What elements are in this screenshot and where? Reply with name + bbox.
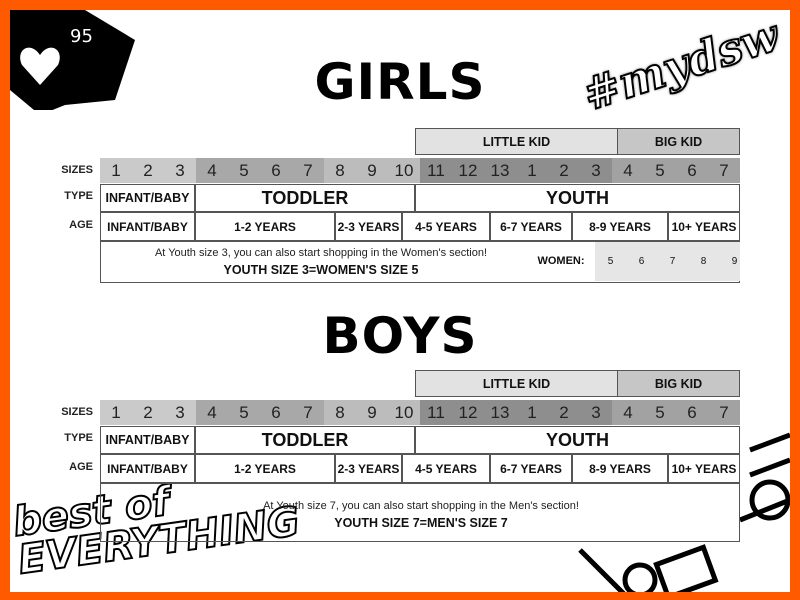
size-cell: 2 — [132, 158, 164, 183]
size-cell: 2 — [132, 400, 164, 425]
size-cell: 6 — [676, 400, 708, 425]
note-box — [100, 241, 740, 283]
girls-title: GIRLS — [314, 53, 486, 111]
size-cell: 7 — [292, 400, 324, 425]
size-cell: 4 — [612, 400, 644, 425]
size-cell: 9 — [356, 158, 388, 183]
age-cell: INFANT/BABY — [100, 454, 195, 483]
size-cell: 6 — [260, 400, 292, 425]
size-cell: 5 — [228, 158, 260, 183]
size-cell: 6 — [676, 158, 708, 183]
size-cell: 7 — [708, 158, 740, 183]
type-cell: YOUTH — [415, 184, 740, 212]
size-cell: 3 — [580, 158, 612, 183]
age-cell: INFANT/BABY — [100, 212, 195, 241]
size-cell: 11 — [420, 400, 452, 425]
women-size: 7 — [669, 256, 676, 267]
size-cell: 8 — [324, 158, 356, 183]
big-kid-header: BIG KID — [617, 128, 740, 155]
size-cell: 5 — [228, 400, 260, 425]
age-cell: 8-9 YEARS — [572, 212, 668, 241]
size-cell: 13 — [484, 400, 516, 425]
note-text: At Youth size 7, you can also start shopping in the Men's section! — [263, 500, 579, 512]
size-cell: 6 — [260, 158, 292, 183]
size-cell: 12 — [452, 158, 484, 183]
sizes-label: SIZES — [61, 406, 93, 418]
size-cell: 12 — [452, 400, 484, 425]
age-cell: 10+ YEARS — [668, 454, 740, 483]
age-cell: 1-2 YEARS — [195, 454, 335, 483]
sizes-label: SIZES — [61, 164, 93, 176]
size-cell: 2 — [548, 400, 580, 425]
age-cell: 6-7 YEARS — [490, 212, 572, 241]
size-cell: 9 — [356, 400, 388, 425]
age-cell: 10+ YEARS — [668, 212, 740, 241]
size-cell: 3 — [580, 400, 612, 425]
age-cell: 8-9 YEARS — [572, 454, 668, 483]
size-cell: 7 — [708, 400, 740, 425]
age-label: AGE — [69, 461, 93, 473]
likes-count: 95 — [70, 26, 93, 47]
age-cell: 1-2 YEARS — [195, 212, 335, 241]
size-cell: 8 — [324, 400, 356, 425]
size-cell: 5 — [644, 400, 676, 425]
size-cell: 11 — [420, 158, 452, 183]
age-cell: 6-7 YEARS — [490, 454, 572, 483]
size-cell: 13 — [484, 158, 516, 183]
size-cell: 4 — [196, 400, 228, 425]
type-label: TYPE — [64, 190, 93, 202]
age-cell: 2-3 YEARS — [335, 212, 402, 241]
type-cell: TODDLER — [195, 184, 415, 212]
size-cell: 2 — [548, 158, 580, 183]
type-cell: INFANT/BABY — [100, 426, 195, 454]
little-kid-header: LITTLE KID — [415, 370, 618, 397]
hashtag-logo: #mydsw — [577, 10, 786, 122]
age-label: AGE — [69, 219, 93, 231]
size-cell: 4 — [196, 158, 228, 183]
boys-title: BOYS — [322, 307, 478, 365]
size-cell: 1 — [516, 158, 548, 183]
big-kid-header: BIG KID — [617, 370, 740, 397]
conversion-text: YOUTH SIZE 7=MEN'S SIZE 7 — [334, 516, 508, 530]
women-size: 6 — [638, 256, 645, 267]
type-label: TYPE — [64, 432, 93, 444]
age-cell: 2-3 YEARS — [335, 454, 402, 483]
size-cell: 10 — [388, 158, 420, 183]
type-cell: TODDLER — [195, 426, 415, 454]
best-of-everything-logo: best of EVERYTHING — [10, 478, 303, 584]
note-text: At Youth size 3, you can also start shopping in the Women's section! — [154, 247, 488, 259]
size-cell: 5 — [644, 158, 676, 183]
size-cell: 1 — [100, 400, 132, 425]
size-cell: 1 — [100, 158, 132, 183]
women-size: 9 — [731, 256, 738, 267]
size-chart-frame — [10, 10, 790, 592]
size-cell: 1 — [516, 400, 548, 425]
size-cell: 10 — [388, 400, 420, 425]
size-cell: 3 — [164, 400, 196, 425]
women-label: WOMEN: — [537, 255, 585, 267]
size-cell: 7 — [292, 158, 324, 183]
type-cell: INFANT/BABY — [100, 184, 195, 212]
size-cell: 4 — [612, 158, 644, 183]
size-cell: 3 — [164, 158, 196, 183]
conversion-text: YOUTH SIZE 3=WOMEN'S SIZE 5 — [223, 263, 419, 277]
women-size: 8 — [700, 256, 707, 267]
women-size: 5 — [607, 256, 614, 267]
type-cell: YOUTH — [415, 426, 740, 454]
age-cell: 4-5 YEARS — [402, 212, 490, 241]
note-box — [100, 483, 740, 542]
age-cell: 4-5 YEARS — [402, 454, 490, 483]
little-kid-header: LITTLE KID — [415, 128, 618, 155]
